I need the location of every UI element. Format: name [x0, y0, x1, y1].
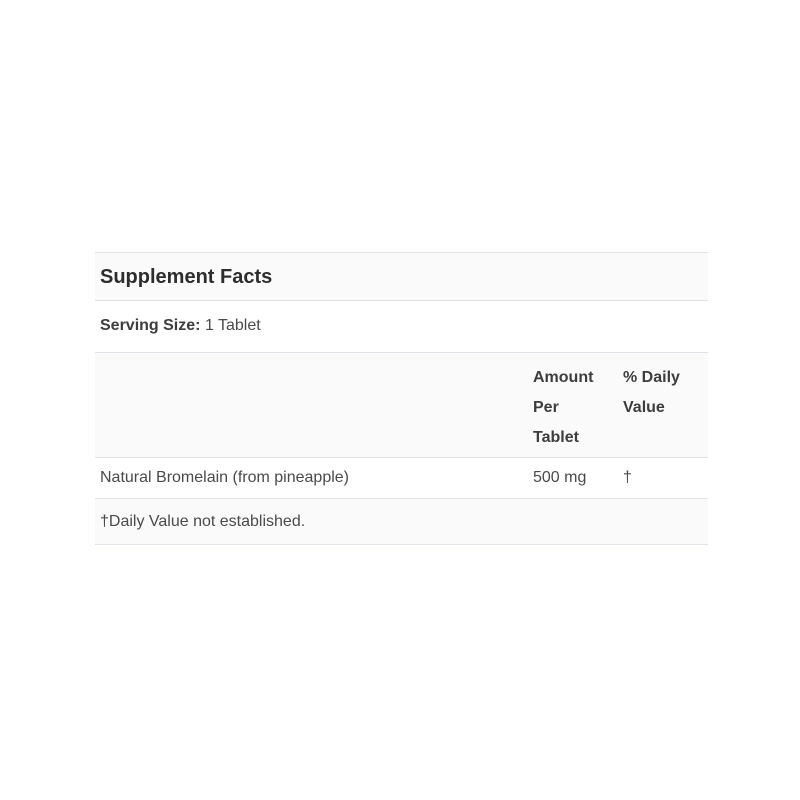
header-percent-daily-value: % Daily Value [623, 369, 680, 416]
ingredient-amount-cell [533, 468, 623, 498]
footnote-row [95, 499, 708, 545]
ingredient-name: Natural Bromelain (from pineapple) [100, 469, 349, 486]
footnote-text: †Daily Value not established. [100, 513, 306, 530]
serving-size-label: Serving Size: [100, 317, 201, 334]
header-amount-per-tablet-cell [533, 363, 623, 457]
header-ingredient-spacer [95, 363, 533, 457]
table-row [95, 458, 708, 499]
serving-size-value: 1 Tablet [204, 317, 261, 334]
panel-title-row [95, 253, 708, 301]
header-amount-per-tablet: Amount Per Tablet [533, 369, 594, 446]
supplement-facts-panel [95, 252, 708, 545]
ingredient-daily-value-cell [623, 468, 708, 498]
header-percent-daily-value-cell [623, 363, 708, 457]
panel-title: Supplement Facts [100, 266, 273, 288]
serving-size-row [95, 301, 708, 353]
table-header-row [95, 353, 708, 458]
ingredient-amount: 500 mg [533, 469, 587, 486]
ingredient-daily-value: † [623, 469, 632, 486]
